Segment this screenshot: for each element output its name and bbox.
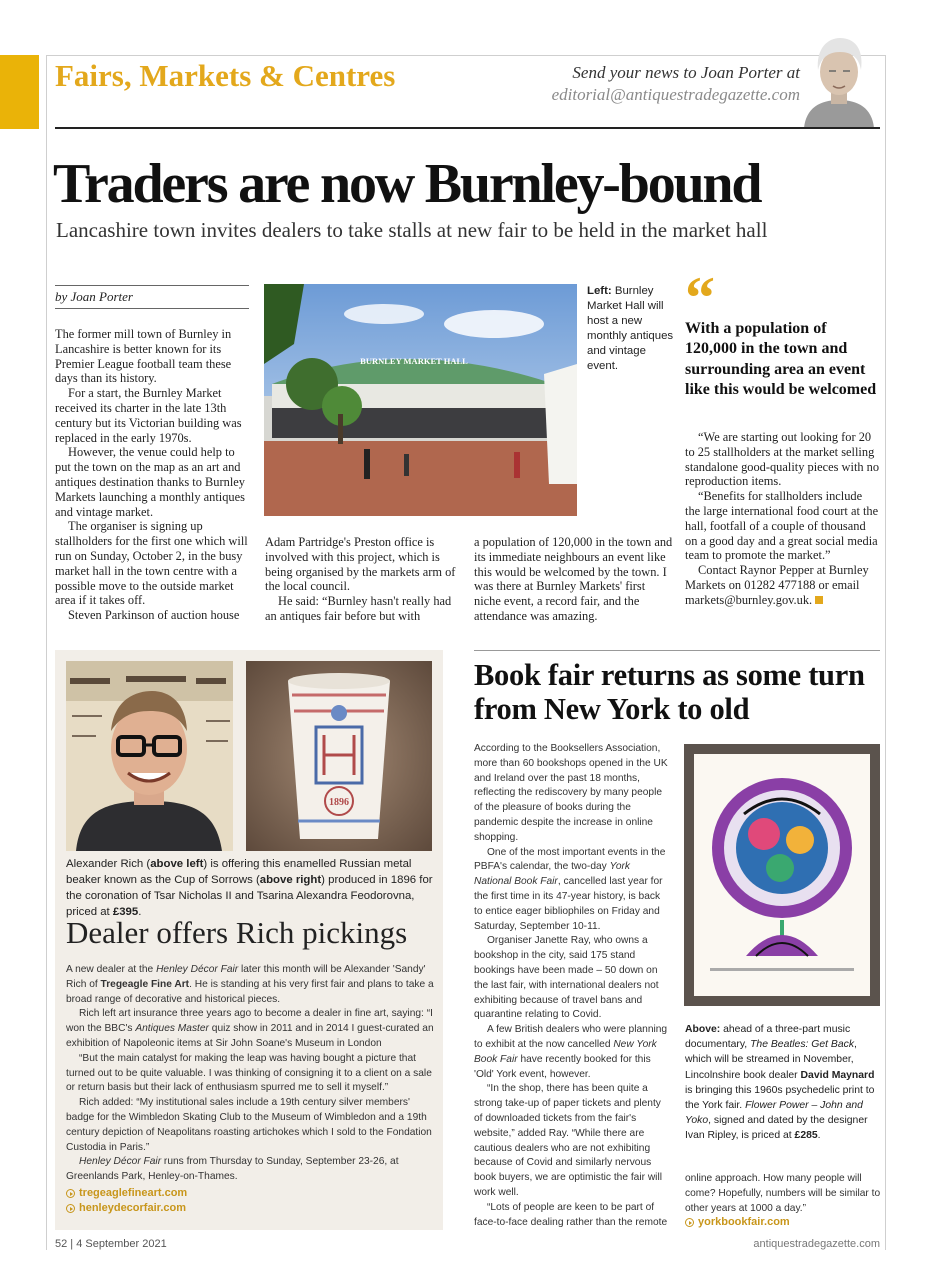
beaker-year: 1896 xyxy=(329,797,349,808)
gallery-name: Tregeagle Fine Art xyxy=(100,978,190,990)
paragraph: “In the shop, there has been quite a strong take-up of paper tickets and plenty of downloaded tickets from the fair's website,” added Ray. “While there are cautious dealers who are not exhibiting because of Covid and similarly nervous book buyers, we are optimistic the fair will work well. xyxy=(474,1083,662,1198)
caption-bold: above right xyxy=(259,874,322,886)
end-mark-icon xyxy=(815,596,823,604)
paragraph: The organiser is signing up stallholders for the first one which will run on Sunday, October 2, in the busy market hall in the town centre with a possible move to the outside market area if it takes off. xyxy=(55,519,248,608)
text: . xyxy=(817,1130,821,1142)
send-line: Send your news to Joan Porter at xyxy=(572,63,800,82)
text: have recently booked for this 'Old' York event, however. xyxy=(474,1053,651,1080)
paragraph: “But the main catalyst for making the leap was having bought a picture that turned out to be quite valuable. I was thinking of consigning it to a client on a sale or return basis but their lack of enthusiasm spurred me to sell it myself.” xyxy=(66,1052,432,1094)
link-text: tregeaglefineart.com xyxy=(79,1187,188,1199)
paragraph: For a start, the Burnley Market received its charter in the late 13th century but its Victorian building was replaced in the early 1970s. xyxy=(55,386,242,445)
dealer-name: David Maynard xyxy=(800,1069,875,1081)
paragraph: However, the venue could help to put the town on the map as an art and antiques destination thanks to Burnley Markets launching a monthly antiques and vintage market. xyxy=(55,445,245,519)
arrow-circle-icon xyxy=(66,1189,75,1198)
book-caption xyxy=(685,1022,880,1144)
paragraph: “Benefits for stallholders include the large international food court at the hall, footfall of a couple of thousand on a good day and a great social media team to promote the market.” xyxy=(685,489,879,563)
text: , signed and dated by the designer Ivan Ripley, is priced at xyxy=(685,1115,868,1142)
section-title: Fairs, Markets & Centres xyxy=(55,58,396,93)
article-column-2 xyxy=(265,535,465,624)
paragraph: Organiser Janette Ray, who owns a bookshop in the city, said 175 stand bookings have been made – 50 down on the last fair, with international dealers not exhibiting because of travel bans and quarantine relating to Covid. xyxy=(474,935,659,1021)
text: , which will be streamed in November, Lincolnshire book dealer xyxy=(685,1039,857,1081)
section-rule xyxy=(474,650,880,651)
fair-name: New York Book Fair xyxy=(474,1038,657,1065)
text: A new dealer at the xyxy=(66,964,157,975)
paragraph xyxy=(66,1155,438,1185)
text: quiz show in 2011 and in 2014 I guest-curated an exhibition of Napoleonic items at Sir John Soane's Museum in London xyxy=(66,1023,434,1049)
paragraph: online approach. How many people will come? Hopefully, numbers will be similar to other years at 1000 a day.” xyxy=(685,1173,881,1214)
caption-text: . xyxy=(138,906,142,918)
standfirst: Lancashire town invites dealers to take stalls at new fair to be held in the market hall xyxy=(56,218,768,242)
section-tab xyxy=(0,55,39,129)
paragraph: Rich added: “My institutional sales include a 19th century silver members' badge for the Wimbledon Skating Club to the Museum of Wimbledon and a 19th century depiction of Neapolitans roasting artichokes which I sold to the Fondation Custodia in Paris.” xyxy=(66,1097,432,1153)
fair-name: Henley Décor Fair xyxy=(156,964,239,975)
text: A few British dealers who were planning to exhibit at the now cancelled xyxy=(474,1024,668,1050)
paragraph: The former mill town of Burnley in Lancashire is better known for its Premier League football team these days than its history. xyxy=(55,327,232,386)
paragraph xyxy=(66,963,438,1007)
market-sign: BURNLEY MARKET HALL xyxy=(360,356,468,366)
fair-name: Henley Décor Fair xyxy=(79,1156,162,1168)
dealer-headline: Dealer offers Rich pickings xyxy=(66,915,408,950)
book-body xyxy=(474,742,670,1230)
editor-avatar xyxy=(798,36,880,128)
editor-email[interactable]: editorial@antiquestradegazette.com xyxy=(551,85,800,104)
paragraph: Steven Parkinson of auction house xyxy=(68,608,240,623)
dealer-links xyxy=(66,1186,187,1216)
article-column-4 xyxy=(685,430,880,608)
caption-text: Alexander Rich ( xyxy=(66,858,151,870)
print-title: Flower Power – John and Yoko xyxy=(685,1100,863,1127)
footer-page-date: 52 | 4 September 2021 xyxy=(55,1238,167,1250)
text: ahead of a three-part music documentary, xyxy=(685,1024,851,1051)
paragraph: “We are starting out looking for 20 to 25 stallholders at the market selling standalone good-quality pieces with no reproduction items. xyxy=(685,430,880,489)
caption-text: Burnley Market Hall will host a new monthly antiques and vintage event. xyxy=(587,285,674,372)
header-rule xyxy=(55,127,880,129)
caption-label: Left: xyxy=(587,285,612,297)
text: One of the most important events in the PBFA's calendar, the two-day xyxy=(474,846,666,873)
paragraph: He said: “Burnley hasn't really had an antiques fair before but with xyxy=(265,594,452,623)
beaker-photo xyxy=(246,661,432,851)
book-body-continued xyxy=(685,1172,881,1216)
caption-text: ) produced in 1896 for the coronation of Tsar Nicholas II and Tsarina Alexandra Feodorovna, priced at xyxy=(66,874,433,918)
dealer-caption xyxy=(66,856,438,920)
send-news xyxy=(552,62,800,106)
paragraph: “Lots of people are keen to be part of face-to-face dealing rather than the remote xyxy=(474,1201,668,1228)
link-text: yorkbookfair.com xyxy=(698,1216,790,1228)
paragraph xyxy=(474,1023,670,1082)
article-column-3 xyxy=(474,535,674,624)
book-links xyxy=(685,1215,790,1230)
book-headline: Book fair returns as some turn from New York to old xyxy=(474,658,865,726)
link-henley[interactable] xyxy=(66,1201,187,1216)
arrow-circle-icon xyxy=(685,1218,694,1227)
paragraph: According to the Booksellers Association, more than 60 bookshops opened in the UK and Ireland over the past 18 months, reflecting the rediscovery by many people of the pleasure of books during the pandemic despite the increase in online shopping. xyxy=(474,743,668,843)
link-yorkbookfair[interactable] xyxy=(685,1215,790,1230)
caption-bold: above left xyxy=(150,858,204,870)
paragraph xyxy=(685,563,880,607)
dealer-portrait xyxy=(66,661,233,851)
quote-mark-icon: “ xyxy=(685,265,715,331)
text: runs from Thursday to Sunday, September 23-26, at Greenlands Park, Henley-on-Thames. xyxy=(66,1156,399,1183)
psychedelic-print-photo xyxy=(684,744,880,1006)
article-column-1 xyxy=(55,327,250,623)
text: , cancelled last year for the first time in its 47-year history, is back to entice eager bibliophiles on Friday and Saturday, September 10-11. xyxy=(474,876,663,932)
link-text: henleydecorfair.com xyxy=(79,1202,186,1214)
text: is bringing this 1960s psychedelic print to the York fair. xyxy=(685,1084,875,1112)
caption-price: £395 xyxy=(112,906,139,918)
caption-text: ) is offering this enamelled Russian metal beaker known as the Cup of Sorrows ( xyxy=(66,858,412,886)
caption-price: £285 xyxy=(794,1130,818,1142)
pull-quote: With a population of 120,000 in the town and surrounding area an event like this would be welcomed xyxy=(685,320,877,398)
text: later this month will be Alexander 'Sandy' Rich of xyxy=(66,964,426,990)
paragraph: Adam Partridge's Preston office is involved with this project, which is being organised by the markets arm of the local council. xyxy=(265,535,456,594)
caption-label: Above: xyxy=(685,1024,721,1035)
link-tregeagle[interactable] xyxy=(66,1186,187,1201)
contact-text: Contact Raynor Pepper at Burnley Markets on 01282 477188 or email markets@burnley.gov.uk. xyxy=(685,563,869,607)
arrow-circle-icon xyxy=(66,1204,75,1213)
film-title: The Beatles: Get Back xyxy=(750,1039,855,1051)
text: Rich left art insurance three years ago to become a dealer in fine art, saying: “I won the BBC's xyxy=(66,1008,433,1035)
dealer-body xyxy=(66,963,438,1185)
byline: by Joan Porter xyxy=(55,285,249,309)
paragraph: a population of 120,000 in the town and its immediate neighbours an event like this would be welcomed by the town. I was there at Burnley Markets' first niche event, a record fair, and the attendance was amazing. xyxy=(474,535,673,623)
photo-caption xyxy=(587,284,679,374)
fair-name: York National Book Fair xyxy=(474,861,630,888)
main-headline: Traders are now Burnley-bound xyxy=(53,153,761,215)
market-hall-photo xyxy=(264,284,577,516)
paragraph xyxy=(474,846,670,935)
paragraph xyxy=(66,1007,438,1051)
text: . He is standing at his very first fair and plans to take a broad range of decorative and historical pieces. xyxy=(66,978,434,1005)
show-name: Antiques Master xyxy=(135,1023,209,1035)
footer-site[interactable]: antiquestradegazette.com xyxy=(753,1238,880,1250)
